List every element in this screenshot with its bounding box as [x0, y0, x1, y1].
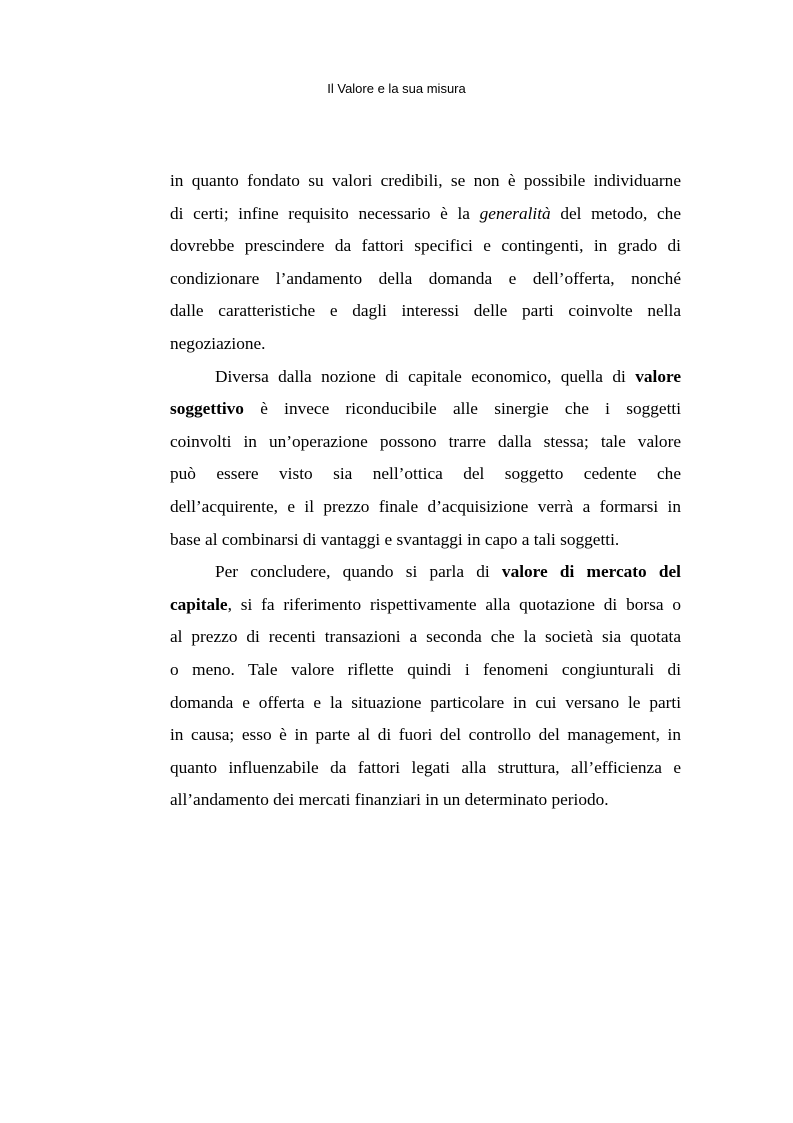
- text-line: base al combinarsi di vantaggi e svantaggi in capo a tali soggetti.: [170, 529, 620, 549]
- text-line: condizionare l’andamento della domanda e dell’offerta, nonché: [170, 268, 681, 288]
- text-line: in causa; esso è in parte al di fuori del controllo del management, in: [170, 725, 681, 745]
- text-line: coinvolti in un’operazione possono trarre dalla stessa; tale valore: [170, 431, 681, 451]
- text-line: in quanto fondato su valori credibili, se non è possibile individuarne: [170, 171, 681, 190]
- bold-term: valore: [635, 366, 681, 386]
- text-line: quanto influenzabile da fattori legati alla struttura, all’efficienza e: [170, 757, 681, 777]
- text-line: al prezzo di recenti transazioni a seconda che la società sia quotata: [170, 627, 681, 647]
- bold-term: valore di mercato del: [501, 562, 681, 582]
- text-run: è invece riconducibile alle sinergie che i soggetti: [243, 399, 681, 419]
- text-line: [170, 393, 681, 426]
- text-line: dovrebbe prescindere da fattori specifici e contingenti, in grado di: [170, 236, 681, 256]
- text-line: dalle caratteristiche e dagli interessi delle parti coinvolte nella: [170, 301, 681, 321]
- text-line: [170, 556, 681, 589]
- text-run: di certi; infine requisito necessario è la: [170, 203, 480, 223]
- running-header: Il Valore e la sua misura: [327, 81, 466, 96]
- text-line: negoziazione.: [170, 333, 266, 353]
- bold-term: capitale: [170, 594, 228, 614]
- body-text: [170, 165, 681, 817]
- text-line: [170, 198, 681, 231]
- text-line: [170, 361, 681, 394]
- paragraph: [170, 556, 681, 817]
- text-line: domanda e offerta e la situazione particolare in cui versano le parti: [170, 692, 681, 712]
- text-line: all’andamento dei mercati finanziari in un determinato periodo.: [170, 790, 609, 810]
- text-run: , si fa riferimento rispettivamente alla quotazione di borsa o: [227, 594, 681, 614]
- text-line: può essere visto sia nell’ottica del soggetto cedente che: [170, 464, 681, 484]
- text-run: del metodo, che: [550, 203, 681, 223]
- paragraph: [170, 361, 681, 557]
- text-line: o meno. Tale valore riflette quindi i fenomeni congiunturali di: [170, 659, 681, 679]
- bold-term: soggettivo: [170, 399, 244, 419]
- text-run: Per concludere, quando si parla di: [215, 562, 502, 582]
- text-line: [170, 589, 681, 622]
- italic-term: generalità: [479, 203, 551, 223]
- paragraph: [170, 165, 681, 361]
- text-run: Diversa dalla nozione di capitale economico, quella di: [215, 366, 636, 386]
- text-line: dell’acquirente, e il prezzo finale d’acquisizione verrà a formarsi in: [170, 496, 681, 516]
